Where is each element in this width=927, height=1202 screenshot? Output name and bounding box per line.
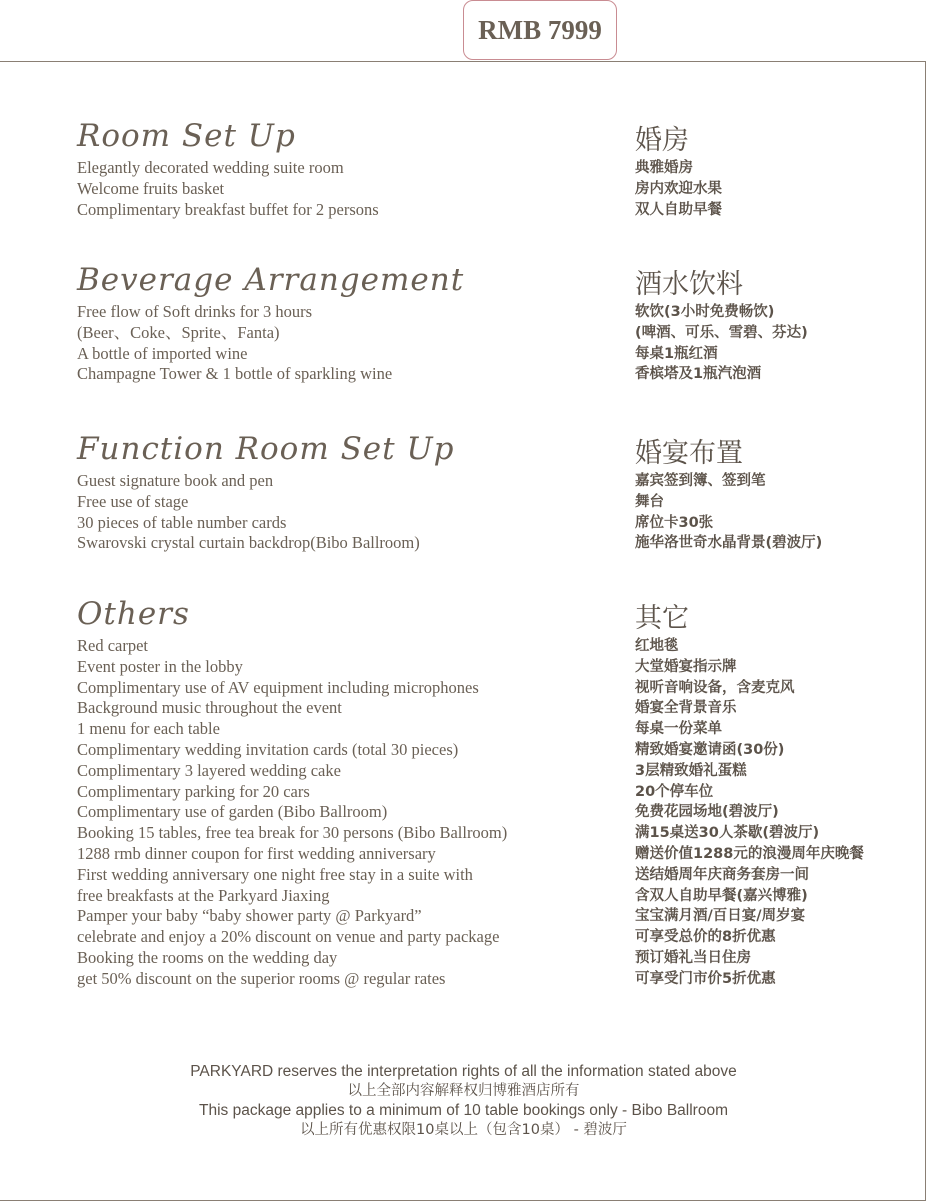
list-item: 3层精致婚礼蛋糕: [635, 762, 747, 779]
list-item: 婚宴全背景音乐: [635, 700, 737, 717]
item-list-en: [77, 471, 420, 554]
list-item: 香槟塔及1瓶汽泡酒: [635, 366, 762, 383]
list-item: 免费花园场地(碧波厅): [635, 804, 779, 821]
list-item: Champagne Tower & 1 bottle of sparkling wine: [77, 364, 393, 384]
section-title-cn: 婚宴布置: [635, 438, 743, 469]
item-list-en: [77, 302, 392, 385]
list-item: 席位卡30张: [635, 514, 714, 531]
section-title-cn: 婚房: [635, 125, 689, 156]
section-title-en: Room Set Up: [77, 118, 296, 154]
list-item: Complimentary wedding invitation cards (total 30 pieces): [77, 739, 459, 759]
list-item: 视听音响设备，含麦克风: [635, 679, 795, 696]
list-item: 嘉宾签到簿、签到笔: [635, 473, 766, 489]
list-item: 典雅婚房: [635, 160, 693, 176]
list-item: 1288 rmb dinner coupon for first wedding anniversary: [77, 843, 436, 863]
section-title-en: Others: [77, 596, 190, 632]
list-item: 每桌一份菜单: [635, 721, 722, 738]
list-item: 大堂婚宴指示牌: [635, 658, 737, 675]
list-item: Complimentary use of AV equipment including microphones: [77, 677, 479, 697]
list-item: 20个停车位: [635, 783, 714, 800]
list-item: 满15桌送30人茶歇(碧波厅): [635, 825, 820, 842]
list-item: 每桌1瓶红酒: [635, 345, 718, 362]
footer-line-1: PARKYARD reserves the interpretation rights of all the information stated above: [190, 1063, 737, 1080]
list-item: 双人自助早餐: [635, 201, 722, 218]
list-item: Complimentary use of garden (Bibo Ballroom): [77, 802, 388, 822]
list-item: Event poster in the lobby: [77, 656, 243, 676]
list-item: 红地毯: [635, 638, 679, 654]
footer-line-4: 以上所有优惠权限10桌以上（包含10桌） - 碧波厅: [300, 1121, 627, 1138]
list-item: 施华洛世奇水晶背景(碧波厅): [635, 535, 823, 552]
list-item: 精致婚宴邀请函(30份): [635, 741, 785, 758]
list-item: Red carpet: [77, 636, 149, 655]
footer-line-2: 以上全部内容解释权归博雅酒店所有: [347, 1082, 580, 1099]
list-item: Background music throughout the event: [77, 698, 342, 718]
item-list-cn: [635, 302, 808, 385]
list-item: Complimentary 3 layered wedding cake: [77, 760, 341, 780]
list-item: Welcome fruits basket: [77, 178, 225, 198]
list-item: 软饮(3小时免费畅饮): [635, 304, 775, 320]
section-title-en: Function Room Set Up: [77, 431, 455, 467]
footer: [0, 1062, 927, 1140]
list-item: Booking the rooms on the wedding day: [77, 947, 338, 967]
list-item: First wedding anniversary one night free stay in a suite with: [77, 864, 473, 884]
section-title-cn: 酒水饮料: [635, 269, 743, 300]
item-list-cn: [635, 158, 722, 220]
list-item: Booking 15 tables, free tea break for 30 persons (Bibo Ballroom): [77, 823, 508, 843]
item-list-cn: [635, 636, 864, 990]
section-title-en: Beverage Arrangement: [77, 262, 465, 298]
list-item: 可享受总价的8折优惠: [635, 929, 776, 946]
list-item: Free flow of Soft drinks for 3 hours: [77, 302, 313, 321]
list-item: Free use of stage: [77, 491, 189, 511]
list-item: Pamper your baby “baby shower party @ Parkyard”: [77, 906, 422, 926]
list-item: 宝宝满月酒/百日宴/周岁宴: [635, 908, 806, 925]
list-item: 舞台: [635, 493, 664, 510]
item-list-cn: [635, 471, 822, 554]
list-item: A bottle of imported wine: [77, 343, 248, 363]
section-title-cn: 其它: [635, 603, 689, 634]
list-item: Swarovski crystal curtain backdrop(Bibo Ballroom): [77, 533, 420, 553]
list-item: Complimentary breakfast buffet for 2 persons: [77, 199, 379, 219]
item-list-en: [77, 636, 507, 990]
price-badge: RMB 7999: [463, 0, 617, 60]
list-item: get 50% discount on the superior rooms @ regular rates: [77, 968, 446, 988]
list-item: celebrate and enjoy a 20% discount on venue and party package: [77, 927, 500, 947]
list-item: (Beer、Coke、Sprite、Fanta): [77, 322, 280, 342]
list-item: Elegantly decorated wedding suite room: [77, 158, 344, 177]
footer-line-3: This package applies to a minimum of 10 table bookings only - Bibo Ballroom: [199, 1102, 728, 1119]
list-item: Complimentary parking for 20 cars: [77, 781, 310, 801]
list-item: 送结婚周年庆商务套房一间: [635, 866, 809, 883]
list-item: 1 menu for each table: [77, 719, 220, 739]
list-item: Guest signature book and pen: [77, 471, 274, 490]
list-item: 房内欢迎水果: [635, 180, 722, 197]
list-item: (啤酒、可乐、雪碧、芬达): [635, 324, 808, 341]
list-item: free breakfasts at the Parkyard Jiaxing: [77, 885, 330, 905]
list-item: 含双人自助早餐(嘉兴博雅): [635, 887, 808, 904]
list-item: 可享受门市价5折优惠: [635, 970, 776, 987]
list-item: 预订婚礼当日住房: [635, 949, 751, 966]
item-list-en: [77, 158, 379, 220]
list-item: 30 pieces of table number cards: [77, 512, 287, 532]
list-item: 赠送价值1288元的浪漫周年庆晚餐: [635, 845, 864, 862]
